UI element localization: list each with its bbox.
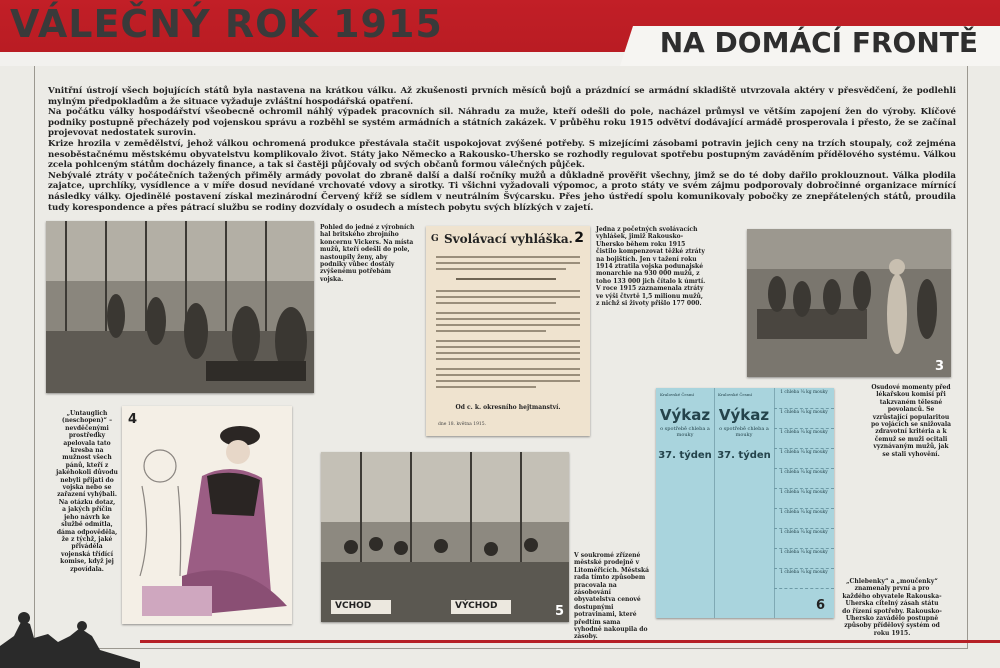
card-heading: Výkaz — [718, 406, 770, 424]
ration-stub: 1 chleba ¼ kg mouky — [774, 490, 834, 509]
decree-title: Svolávací vyhláška. — [444, 232, 573, 246]
ration-stubs — [774, 388, 834, 618]
decree-text-line — [436, 330, 546, 332]
card-sub: o spotřebě chleba a mouky — [660, 426, 710, 438]
ration-stub: 1 chleba ¼ kg mouky — [774, 530, 834, 549]
card-sub: o spotřebě chleba a mouky — [719, 426, 769, 438]
card-town: Kralovské Česmí — [718, 392, 752, 397]
card-week: 37. týden — [717, 450, 771, 461]
lady-illustration — [122, 406, 292, 624]
ration-stub: 1 chleba ¼ kg mouky — [774, 410, 834, 429]
decree-text-line — [436, 368, 580, 370]
sign-exit: VÝCHOD — [455, 601, 498, 611]
decree-text-line — [436, 374, 580, 376]
caption-untauglich: „Untauglich (neschopen)“ – nevděčenými prostředky apelovala tato kresba na mužnost všech pánů, kteří z jakéhokoli důvodu nebyli přijati do vojska nebo se zařazení vyhýbali. Na otázku dotaz, a jakých příčin jeho návrh ke službě odmítla, dáma odpověděla, že z týchž, jaké přiváděla vojenská třídící komise, když jej zpovídala. — [56, 410, 118, 573]
commission-illustration — [747, 229, 951, 377]
poster-subtitle: NA DOMÁCÍ FRONTĚ — [659, 26, 978, 59]
caption-ration-cards: „Chlebenky“ a „moučenky“ znamenaly první a pro každého obyvatele Rakouska-Uherska citelný zásah státu do řízení spotřeby. Rakousko-Uhersko zavádělo postupně způsoby přídělový systém od roku 1915. — [842, 578, 942, 637]
poster-title: VÁLEČNÝ ROK 1915 — [10, 2, 443, 46]
caption-shop: V soukromé zřízené městské prodejně v Litoměřicích. Městská rada tímto způsobem pracovala na zásobování obyvatelstva cenové dostupnými potravinami, které předtím sama vyhodně nakoupila do zásoby. — [574, 552, 650, 641]
ration-card-1 — [656, 388, 715, 618]
bottom-accent-line — [140, 640, 1000, 643]
decree-text-line — [436, 386, 536, 388]
soldiers-silhouette-icon — [0, 606, 140, 668]
ration-stub: 1 chleba ¼ kg mouky — [774, 450, 834, 469]
decree-text-line — [436, 302, 556, 304]
decree-text-line — [436, 312, 580, 314]
ration-stub: 1 chleba ¼ kg mouky — [774, 470, 834, 489]
decree-text-line — [456, 278, 556, 280]
badge-6: 6 — [816, 598, 826, 613]
caption-decree: Jedna z početných svolávacích vyhlášek, jimiž Rakousko-Uhersko během roku 1915 čistilo kompenzovat těžké ztráty na bojištích. Jen v tažení roku 1914 ztratila vojska podunajské monarchie na 930 000 mužů, z toho 133 000 jich čítalo k úmrtí. V roce 1915 zaznamenala ztráty ve výši čtvrtě 1,5 milionu mužů, z nichž si životy přišlo 177 000. — [596, 226, 706, 308]
decree-text-line — [436, 352, 580, 354]
decree-letter: G — [431, 234, 439, 244]
caption-commission: Osudové momenty před lékařskou komisí při takzvaném tělesné povolanců. Se vzrůstající popularitou po vojácích se snižovala zdravotní kritéria a k čemuž se muži ocitali vyznávaným mužů, jak se stali vyhovění. — [870, 384, 952, 458]
intro-text — [48, 86, 956, 213]
card-heading: Výkaz — [659, 406, 711, 424]
decree-date: dne 18. května 1915. — [438, 422, 487, 427]
ration-stub: 1 chleba ¼ kg mouky — [774, 390, 834, 409]
card-week: 37. týden — [658, 450, 712, 461]
document-decree — [426, 226, 590, 436]
decree-text-line — [436, 380, 580, 382]
decree-text-line — [436, 358, 580, 360]
photo-factory-hall — [46, 221, 314, 393]
ration-stub: 1 chleba ¼ kg mouky — [774, 510, 834, 529]
ration-stub: 1 chleba ¼ kg mouky — [774, 550, 834, 569]
illustration-untauglich — [122, 406, 292, 624]
photo-municipal-shop — [321, 452, 569, 622]
decree-text-line — [436, 256, 580, 258]
sign-entry: VCHOD — [335, 601, 372, 611]
decree-text-line — [436, 346, 580, 348]
caption-factory: Pohled do jedné z výrobních hal britského zbrojního koncernu Vickers. Na místa mužů, kteří odešli do pole, nastoupily ženy, aby podniky vůbec dostály zvýšenému potřebám vojska. — [320, 224, 415, 283]
decree-text-line — [436, 290, 580, 292]
decree-text-line — [436, 268, 566, 270]
badge-4: 4 — [128, 412, 138, 427]
photo-medical-commission — [747, 229, 951, 377]
decree-text-line — [436, 318, 580, 320]
ration-card-2 — [714, 388, 775, 618]
intro-paragraph-3: Krize hrozila v zemědělství, jehož válkou ochromená produkce přestávala stačit uspokojovat zvýšené potřeby. S mizejícími zásobami potravin jejich ceny na trzích stoupaly, což zejména nesoběstačnému městskému obyvatelstvu komplikovalo život. Státy jako Německo a Rakousko-Uhersko se rozhodly regulovat spotřebu postupným zaváděním přídělového systému. Válkou zcela pohlceným státům docházely finance, a tak si častěji půjčovaly od svých občanů formou válečných půjček. — [48, 138, 956, 171]
decree-office: Od c. k. okresního hejtmanství. — [455, 404, 561, 411]
decree-text-line — [436, 324, 580, 326]
decree-text-line — [436, 296, 580, 298]
badge-5: 5 — [555, 604, 565, 619]
factory-illustration — [46, 221, 314, 393]
intro-paragraph-1: Vnitřní ústrojí všech bojujících států byla nastavena na krátkou válku. Až zkušenosti prvních měsíců bojů a prázdnící se armádní skladiště utvrzovala aktéry v přesvědčení, že podlehli mylným předpokladům a že situace vyžaduje zvláštní hospodářská opatření. — [48, 86, 956, 107]
shop-illustration — [321, 452, 569, 622]
ration-cards — [656, 388, 834, 618]
card-town: Kralovské Česmí — [660, 392, 694, 397]
ration-stub: 1 chleba ¼ kg mouky — [774, 430, 834, 449]
intro-paragraph-4: Nebývalé ztráty v počátečních tažených přiměly armády povolat do zbraně další a další ročníky mužů a důkladně prověřit všechny, jimž se do té doby dařilo proklouznout. Válka plodila zajatce, uprchlíky, vysídlence a v míře dosud nevídané vrchovaté vdovy a sirotky. Ti všichni vyžadovali výpomoc, a proto státy ve svém zájmu podporovaly dobročinné organizace mírnící následky války. Ojedinělé postavení získal mezinárodní Červený kříž se sídlem v neutrálním Švýcarsku. Přes jeho ústředí spolu komunikovaly pobočky ze znepřátelených států, proudila tudy korespondence a přes pátrací službu se rodiny dozvídaly o osudech a místech pobytu svých blízkých v zajetí. — [48, 170, 956, 213]
decree-text-line — [436, 340, 580, 342]
badge-2: 2 — [574, 230, 584, 246]
intro-paragraph-2: Na počátku války hospodářství všeobecně ochromil náhlý výpadek pracovních sil. Náhradu za muže, kteří odešli do pole, nacházel průmysl ve větším zapojení žen do výroby. Klíčové podniky postupně přecházely pod vojenskou správu a rozběhl se systém armádních a státních zakázek. V průběhu roku 1915 odvětví dodávající armádě prosperovala i přesto, že se začínal projevovat nedostatek surovin. — [48, 107, 956, 139]
decree-text-line — [436, 262, 580, 264]
ration-stub: 1 chleba ¼ kg mouky — [774, 570, 834, 589]
badge-3: 3 — [935, 359, 945, 374]
